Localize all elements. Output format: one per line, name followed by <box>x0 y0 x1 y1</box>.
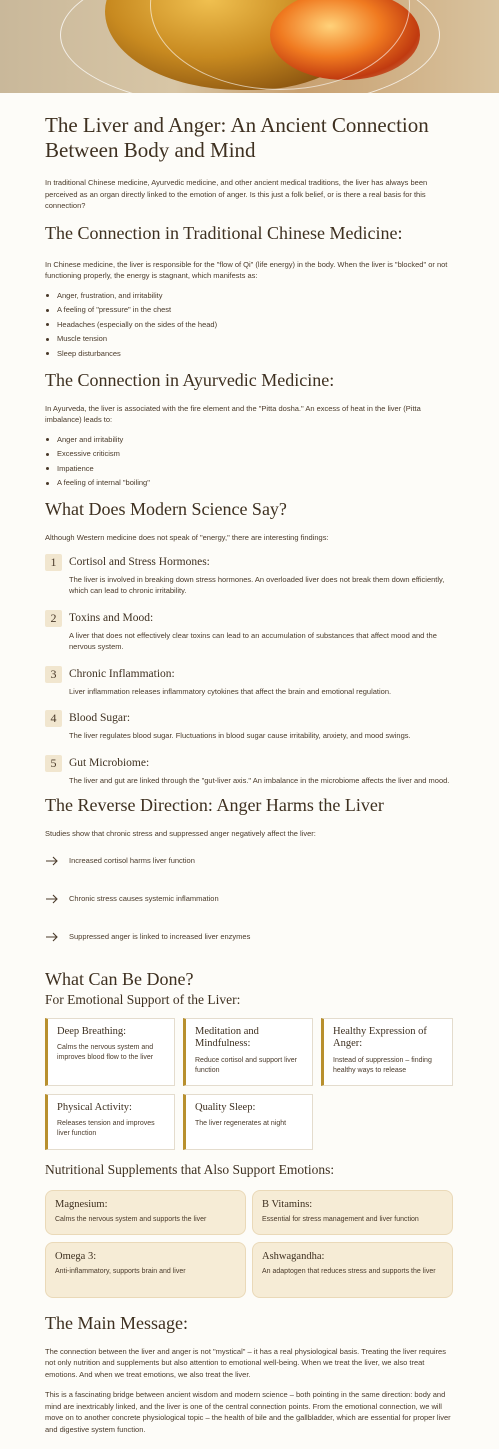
message-paragraph: The connection between the liver and anger is not "mystical" – it has a real physiological basis. Treating the liver requires not only nutrition and supplements but also attention to emotional well-being. When we treat the liver, we also treat emotions. And when we treat emotions, we also treat the liver. <box>45 1346 446 1379</box>
section-heading-science: What Does Modern Science Say? <box>45 499 287 519</box>
supplement-card <box>45 1242 246 1298</box>
tcm-list <box>45 291 454 359</box>
list-item: Impatience <box>45 464 454 474</box>
arrow-right-icon <box>45 856 59 866</box>
number-badge: 4 <box>45 710 62 727</box>
tip-card <box>183 1094 313 1150</box>
list-item: Headaches (especially on the sides of the head) <box>45 320 454 330</box>
section-heading-tcm: The Connection in Traditional Chinese Medicine: <box>45 222 403 243</box>
number-badge: 5 <box>45 755 62 772</box>
arrow-right-icon <box>45 932 59 942</box>
reverse-list <box>45 842 454 956</box>
supplements-heading: Nutritional Supplements that Also Support Emotions: <box>45 1161 335 1177</box>
hero-image <box>0 0 499 93</box>
ayurveda-paragraph: In Ayurveda, the liver is associated with the fire element and the "Pitta dosha." An excess of heat in the liver (Pitta imbalance) leads to: <box>45 403 421 424</box>
card-title: Physical Activity: <box>57 1101 132 1113</box>
card-title: Healthy Expression of Anger: <box>333 1025 427 1049</box>
supplement-text: Calms the nervous system and supports the liver <box>55 1215 207 1223</box>
reverse-paragraph: Studies show that chronic stress and suppressed anger negatively affect the liver: <box>45 829 316 838</box>
card-text: Releases tension and improves liver function <box>57 1120 155 1137</box>
item-text: Suppressed anger is linked to increased liver enzymes <box>69 932 251 941</box>
item-title: Blood Sugar: <box>69 712 131 724</box>
page-title: The Liver and Anger: An Ancient Connection Between Body and Mind <box>45 113 429 162</box>
card-title: Quality Sleep: <box>195 1101 256 1113</box>
list-item: Anger, frustration, and irritability <box>45 291 454 301</box>
tip-card <box>183 1018 313 1086</box>
item-text: Liver inflammation releases inflammatory cytokines that affect the brain and emotional regulation. <box>69 686 392 696</box>
supplement-card <box>45 1190 246 1235</box>
section-heading-reverse: The Reverse Direction: Anger Harms the Liver <box>45 795 384 815</box>
tip-card <box>321 1018 453 1086</box>
number-badge: 1 <box>45 554 62 571</box>
supplement-title: B Vitamins: <box>262 1198 313 1210</box>
supplement-title: Ashwagandha: <box>262 1250 325 1262</box>
list-item <box>45 880 454 918</box>
arrow-right-icon <box>45 894 59 904</box>
supplement-text: An adaptogen that reduces stress and supports the liver <box>262 1267 436 1275</box>
list-item: A feeling of internal "boiling" <box>45 478 454 488</box>
item-text: Increased cortisol harms liver function <box>69 856 195 865</box>
supplement-card <box>252 1242 453 1298</box>
section-heading-ayurveda: The Connection in Ayurvedic Medicine: <box>45 369 335 390</box>
tip-card <box>45 1018 175 1086</box>
supplements-grid <box>45 1190 454 1298</box>
list-item: Excessive criticism <box>45 449 454 459</box>
supplement-text: Essential for stress management and liver function <box>262 1215 419 1223</box>
list-item: Anger and irritability <box>45 435 454 445</box>
todo-card-grid <box>45 1018 454 1150</box>
section-heading-todo: What Can Be Done? <box>45 968 194 989</box>
supplement-card <box>252 1190 453 1235</box>
list-item <box>45 554 454 597</box>
item-text: The liver is involved in breaking down stress hormones. An overloaded liver does not break them down efficiently, which can lead to chronic irritability. <box>69 574 445 595</box>
supplement-title: Magnesium: <box>55 1198 108 1210</box>
card-text: Calms the nervous system and improves blood flow to the liver <box>57 1044 154 1061</box>
list-item <box>45 610 454 653</box>
item-text: A liver that does not effectively clear toxins can lead to an accumulation of substances that affect mood and the nervous system. <box>69 630 437 651</box>
number-badge: 3 <box>45 666 62 683</box>
supplement-text: Anti-inflammatory, supports brain and liver <box>55 1267 186 1275</box>
section-heading-message: The Main Message: <box>45 1312 188 1333</box>
todo-subheading: For Emotional Support of the Liver: <box>45 991 241 1007</box>
item-text: The liver and gut are linked through the "gut-liver axis." An imbalance in the microbiome affects the liver and mood. <box>69 775 450 785</box>
list-item <box>45 918 454 956</box>
science-list <box>45 554 454 787</box>
list-item: Sleep disturbances <box>45 349 454 359</box>
card-title: Meditation and Mindfulness: <box>195 1025 259 1049</box>
list-item <box>45 666 454 698</box>
tcm-paragraph: In Chinese medicine, the liver is responsible for the "flow of Qi" (life energy) in the body. When the liver is "blocked" or not functioning properly, the energy is stagnant, which manifests as: <box>45 259 448 280</box>
card-text: Reduce cortisol and support liver function <box>195 1056 297 1074</box>
card-title: Deep Breathing: <box>57 1025 127 1037</box>
science-paragraph: Although Western medicine does not speak of "energy," there are interesting findings: <box>45 533 329 542</box>
item-title: Gut Microbiome: <box>69 756 150 769</box>
list-item: Muscle tension <box>45 334 454 344</box>
tip-card <box>45 1094 175 1150</box>
card-text: The liver regenerates at night <box>195 1120 287 1127</box>
card-text: Instead of suppression – finding healthy ways to release <box>333 1056 432 1074</box>
item-title: Chronic Inflammation: <box>69 667 175 680</box>
message-paragraph: This is a fascinating bridge between ancient wisdom and modern science – both pointing in the same direction: body and mind are inextricably linked, and the liver is one of the central connection points. From the emotional connection, we will move on to another concrete physiological topic – the health of bile and the gallbladder, which are essential for proper liver and digestive system function. <box>45 1390 451 1434</box>
list-item <box>45 755 454 787</box>
item-text: The liver regulates blood sugar. Fluctuations in blood sugar cause irritability, anxiety, and mood swings. <box>69 731 411 740</box>
item-title: Cortisol and Stress Hormones: <box>69 555 210 568</box>
ayurveda-list <box>45 435 454 489</box>
item-text: Chronic stress causes systemic inflammation <box>69 894 219 903</box>
supplement-title: Omega 3: <box>55 1250 97 1262</box>
item-title: Toxins and Mood: <box>69 611 154 624</box>
number-badge: 2 <box>45 610 62 627</box>
list-item <box>45 842 454 880</box>
intro-paragraph: In traditional Chinese medicine, Ayurvedic medicine, and other ancient medical traditions, the liver has always been perceived as an organ directly linked to the emotion of anger. Is this just a folk belief, or is there a real basis for this connection? <box>45 178 428 210</box>
list-item <box>45 710 454 742</box>
list-item: A feeling of "pressure" in the chest <box>45 305 454 315</box>
